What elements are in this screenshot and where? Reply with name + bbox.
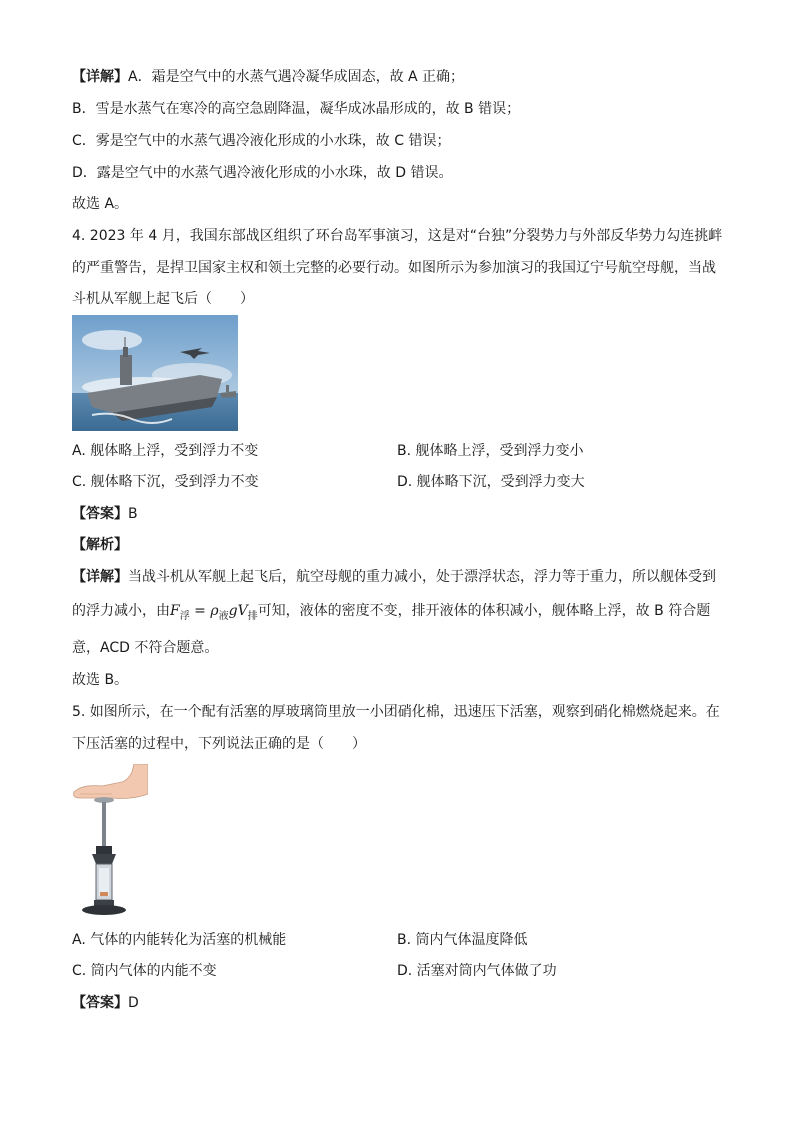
q5-option-b: B. 筒内气体温度降低 bbox=[397, 932, 528, 948]
piston-cylinder-illustration bbox=[72, 764, 148, 916]
q3-detail-a bbox=[72, 67, 722, 87]
q3-detail-d: D．露是空气中的水蒸气遇冷液化形成的小水珠，故 D 错误。 bbox=[72, 165, 453, 181]
formula-eq: = bbox=[189, 603, 211, 619]
detail-tag: 【详解】 bbox=[72, 69, 128, 85]
q4-detail-line1-text: 当战斗机从军舰上起飞后，航空母舰的重力减小，处于漂浮状态，浮力等于重力，所以舰体受到 bbox=[128, 569, 716, 585]
q4-detail-line2 bbox=[72, 601, 722, 627]
formula-v-sub: 排 bbox=[247, 610, 258, 622]
q4-answer bbox=[72, 504, 722, 524]
q4-choose: 故选 B。 bbox=[72, 672, 129, 688]
q5-option-c: C. 筒内气体的内能不变 bbox=[72, 963, 217, 979]
q4-detail-line3: 意，ACD 不符合题意。 bbox=[72, 640, 219, 656]
q4-analysis-tag: 【解析】 bbox=[72, 537, 128, 553]
q4-answer-value: B bbox=[128, 506, 138, 522]
aircraft-carrier-image bbox=[72, 315, 238, 431]
q5-option-d: D. 活塞对筒内气体做了功 bbox=[397, 963, 557, 979]
q4-detail-line1 bbox=[72, 567, 722, 587]
q4-stem-line1: 4. 2023 年 4 月，我国东部战区组织了环台岛军事演习，这是对“台独”分裂势力与外部反华势力勾连挑衅 bbox=[72, 228, 723, 244]
q4-stem-line2: 的严重警告，是捍卫国家主权和领土完整的必要行动。如图所示为参加演习的我国辽宁号航空母舰，当战 bbox=[72, 260, 716, 276]
buoyancy-formula bbox=[170, 603, 258, 622]
q3-detail-c: C．雾是空气中的水蒸气遇冷液化形成的小水珠，故 C 错误； bbox=[72, 133, 451, 149]
q5-option-a: A. 气体的内能转化为活塞的机械能 bbox=[72, 932, 287, 948]
formula-f-sub: 浮 bbox=[179, 610, 190, 622]
q4-option-c: C. 舰体略下沉，受到浮力不变 bbox=[72, 474, 259, 490]
formula-f: F bbox=[170, 603, 180, 619]
q5-answer-value: D bbox=[128, 995, 139, 1011]
q3-choose: 故选 A。 bbox=[72, 196, 129, 212]
q5-stem-line1: 5. 如图所示，在一个配有活塞的厚玻璃筒里放一小团硝化棉，迅速压下活塞，观察到硝化棉燃烧起来。在 bbox=[72, 704, 720, 720]
q3-detail-a-text: A．霜是空气中的水蒸气遇冷凝华成固态，故 A 正确； bbox=[128, 69, 465, 85]
detail-tag: 【详解】 bbox=[72, 569, 128, 585]
formula-rho-sub: 液 bbox=[218, 610, 229, 622]
piston-cylinder-image bbox=[72, 764, 148, 916]
q4-option-a: A. 舰体略上浮，受到浮力不变 bbox=[72, 443, 259, 459]
q4-detail-line2-pre: 的浮力减小，由 bbox=[72, 603, 170, 619]
answer-tag: 【答案】 bbox=[72, 506, 128, 522]
answer-tag: 【答案】 bbox=[72, 995, 128, 1011]
q4-stem-line3: 斗机从军舰上起飞后（ ） bbox=[72, 291, 254, 307]
formula-rho: ρ bbox=[210, 603, 219, 619]
formula-v: V bbox=[237, 603, 248, 619]
q4-option-d: D. 舰体略下沉，受到浮力变大 bbox=[397, 474, 585, 490]
q5-stem-line2: 下压活塞的过程中，下列说法正确的是（ ） bbox=[72, 736, 366, 752]
aircraft-carrier-illustration bbox=[72, 315, 238, 431]
q3-detail-b: B．雪是水蒸气在寒冷的高空急剧降温，凝华成冰晶形成的，故 B 错误； bbox=[72, 101, 521, 117]
q4-detail-line2-post: 可知，液体的密度不变，排开液体的体积减小，舰体略上浮，故 B 符合题 bbox=[257, 603, 711, 619]
q5-answer bbox=[72, 993, 722, 1013]
q4-option-b: B. 舰体略上浮，受到浮力变小 bbox=[397, 443, 584, 459]
formula-g: g bbox=[228, 603, 238, 619]
